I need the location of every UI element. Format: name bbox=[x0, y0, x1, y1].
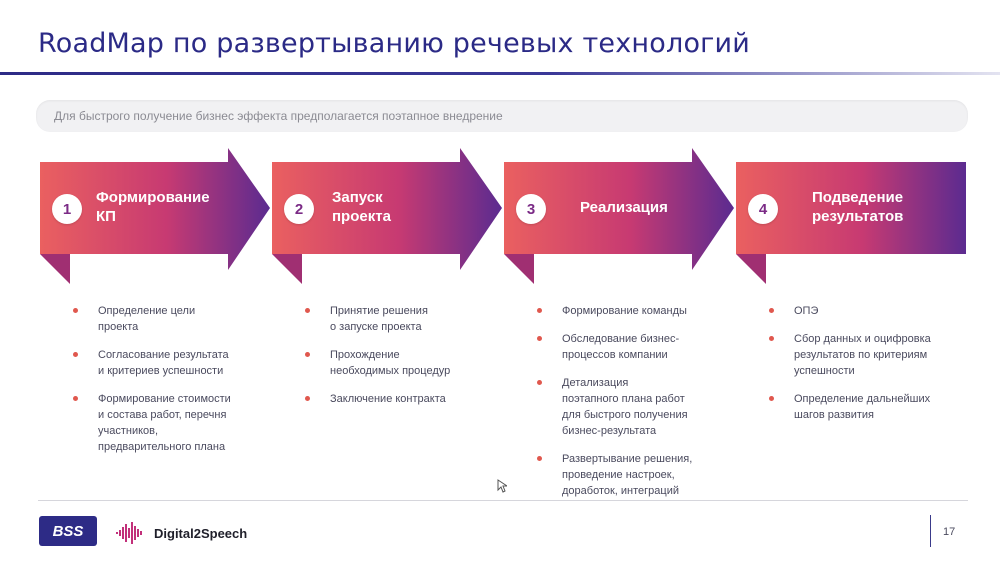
slide-title: RoadMap по развертыванию речевых технологий bbox=[38, 28, 751, 59]
bullet-dot-icon bbox=[305, 352, 310, 357]
page-number-separator bbox=[930, 515, 931, 547]
stage-1-arrow bbox=[38, 148, 270, 288]
bullet-dot-icon bbox=[73, 352, 78, 357]
stage-2-number: 2 bbox=[284, 194, 314, 224]
list-item: Формирование стоимости и состава работ, перечня участников, предварительного плана bbox=[68, 391, 268, 455]
bullet-dot-icon bbox=[537, 336, 542, 341]
title-underline bbox=[0, 72, 1000, 75]
bullet-dot-icon bbox=[537, 308, 542, 313]
list-item: Формирование команды bbox=[532, 303, 732, 319]
stage-2-arrow bbox=[270, 148, 502, 288]
stage-4-title: Подведение результатов bbox=[812, 189, 904, 225]
subtitle-banner bbox=[36, 100, 968, 132]
bullet-dot-icon bbox=[769, 336, 774, 341]
bullet-dot-icon bbox=[537, 380, 542, 385]
bullet-dot-icon bbox=[73, 308, 78, 313]
stage-2-title: Запуск проекта bbox=[332, 189, 391, 225]
list-item: Развертывание решения, проведение настроек, доработок, интеграций bbox=[532, 451, 732, 499]
subtitle-text: Для быстрого получение бизнес эффекта предполагается поэтапное внедрение bbox=[54, 109, 503, 123]
stage-3-title: Реализация bbox=[580, 199, 668, 216]
list-item: Заключение контракта bbox=[300, 391, 500, 407]
list-item: Принятие решения о запуске проекта bbox=[300, 303, 500, 335]
stage-4-list bbox=[764, 303, 964, 435]
stage-4-arrow bbox=[734, 148, 966, 288]
footer-divider bbox=[38, 500, 968, 501]
digital2speech-text: Digital2Speech bbox=[154, 525, 248, 541]
stage-3-arrow bbox=[502, 148, 734, 288]
bullet-dot-icon bbox=[73, 396, 78, 401]
list-item: Согласование результата и критериев успешности bbox=[68, 347, 268, 379]
bullet-dot-icon bbox=[769, 308, 774, 313]
list-item: Обследование бизнес- процессов компании bbox=[532, 331, 732, 363]
page-number: 17 bbox=[943, 526, 956, 538]
stage-3-list bbox=[532, 303, 732, 511]
mouse-cursor-icon bbox=[497, 479, 507, 493]
list-item: Определение цели проекта bbox=[68, 303, 268, 335]
list-item: ОПЭ bbox=[764, 303, 964, 319]
list-item: Детализация поэтапного плана работ для быстрого получения бизнес-результата bbox=[532, 375, 732, 439]
digital2speech-logo bbox=[116, 518, 247, 548]
list-item: Сбор данных и оцифровка результатов по критериям успешности bbox=[764, 331, 964, 379]
bullet-dot-icon bbox=[305, 308, 310, 313]
bss-logo: BSS bbox=[39, 516, 97, 546]
list-item: Определение дальнейших шагов развития bbox=[764, 391, 964, 423]
stage-4-number: 4 bbox=[748, 194, 778, 224]
stage-1-list bbox=[68, 303, 268, 467]
bullet-dot-icon bbox=[537, 456, 542, 461]
soundwave-icon bbox=[116, 522, 150, 544]
bullet-dot-icon bbox=[305, 396, 310, 401]
list-item: Прохождение необходимых процедур bbox=[300, 347, 500, 379]
stage-1-number: 1 bbox=[52, 194, 82, 224]
stage-3-number: 3 bbox=[516, 194, 546, 224]
bullet-dot-icon bbox=[769, 396, 774, 401]
stage-2-list bbox=[300, 303, 500, 419]
stage-1-title: Формирование КП bbox=[96, 189, 210, 225]
